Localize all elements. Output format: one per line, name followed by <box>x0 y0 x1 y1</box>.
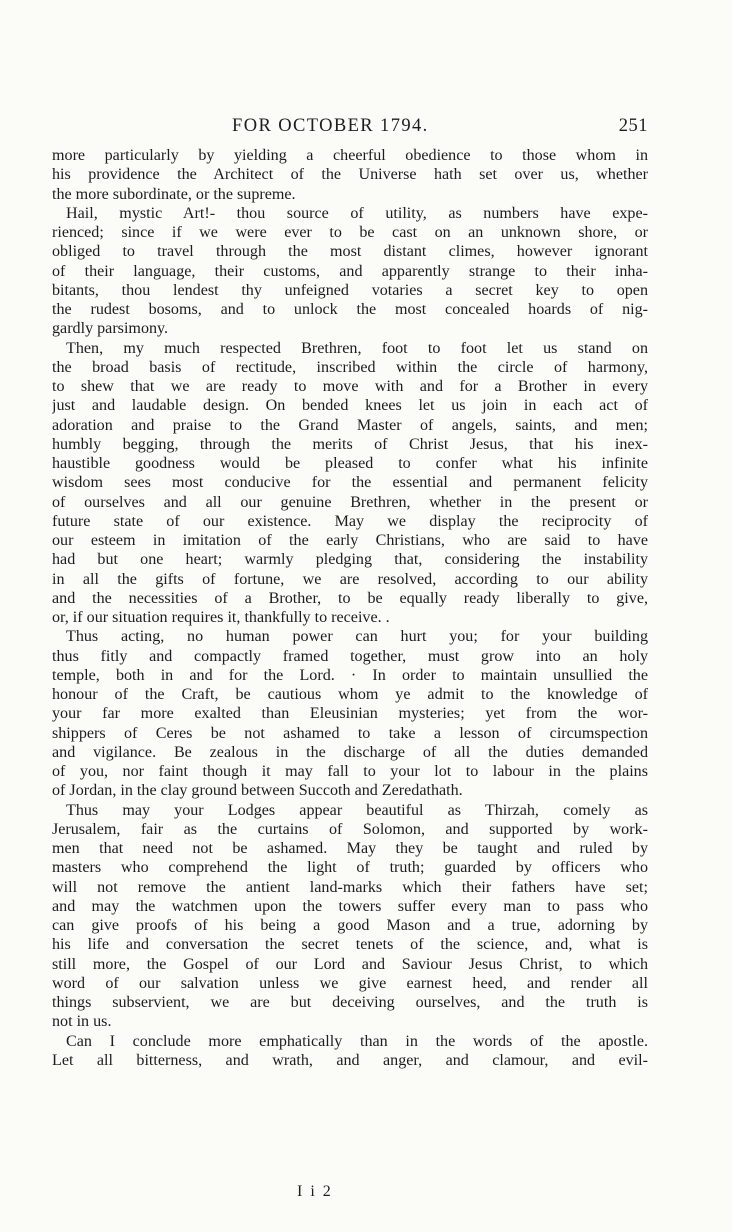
text-line: gardly parsimony. <box>52 320 169 338</box>
text-line: of Jordan, in the clay ground between Succoth and Zeredathath. <box>52 782 463 800</box>
text-line: humbly begging, through the merits of Christ Jesus, that his inex- <box>52 435 648 453</box>
text-line: had but one heart; warmly pledging that, considering the instability <box>52 551 648 569</box>
text-line: not in us. <box>52 1013 112 1031</box>
text-line: wisdom sees most conducive for the essential and permanent felicity <box>52 474 648 492</box>
paragraph-start-line: Then, my much respected Brethren, foot to foot let us stand on <box>66 339 648 357</box>
text-line: of you, nor faint though it may fall to your lot to labour in the plains <box>52 763 648 780</box>
text-line: the rudest bosoms, and to unlock the most concealed hoards of nig- <box>52 301 648 318</box>
text-line: still more, the Gospel of our Lord and Saviour Jesus Christ, to which <box>52 955 648 973</box>
text-line: thus fitly and compactly framed together, must grow into an holy <box>52 647 648 665</box>
text-line: Jerusalem, fair as the curtains of Solomon, and supported by work- <box>52 820 648 838</box>
text-line: in all the gifts of fortune, we are resolved, according to our ability <box>52 570 648 588</box>
text-line: obliged to travel through the most distant climes, however ignorant <box>52 243 648 261</box>
running-title: FOR OCTOBER 1794. <box>232 116 429 136</box>
text-line: temple, both in and for the Lord. · In order to maintain unsullied the <box>52 666 648 684</box>
text-line: shippers of Ceres be not ashamed to take a lesson of circumspection <box>52 724 648 742</box>
page-number: 251 <box>618 116 648 136</box>
text-line: Let all bitterness, and wrath, and anger, and clamour, and evil- <box>52 1051 648 1069</box>
text-line: can give proofs of his being a good Mason and a true, adorning by <box>52 917 648 934</box>
text-line: the broad basis of rectitude, inscribed within the circle of harmony, <box>52 358 648 376</box>
text-line: his life and conversation the secret tenets of the science, and, what is <box>52 936 648 954</box>
running-head <box>52 116 648 138</box>
paragraph-start-line: Thus acting, no human power can hurt you; for your building <box>66 628 648 646</box>
body-text <box>52 146 648 1070</box>
paragraph-start-line: Can I conclude more emphatically than in the words of the apostle. <box>66 1032 648 1050</box>
text-line: word of our salvation unless we give earnest heed, and render all <box>52 974 648 992</box>
text-line: adoration and praise to the Grand Master of angels, saints, and men; <box>52 416 648 434</box>
text-line: future state of our existence. May we display the reciprocity of <box>52 512 648 530</box>
text-line: men that need not be ashamed. May they be taught and ruled by <box>52 840 648 857</box>
text-line: masters who comprehend the light of truth; guarded by officers who <box>52 859 648 877</box>
text-line: bitants, thou lendest thy unfeigned votaries a secret key to open <box>52 281 648 299</box>
text-line: rienced; since if we were ever to be cast on an unknown shore, or <box>52 224 648 241</box>
text-line: or, if our situation requires it, thankfully to receive. . <box>52 609 390 626</box>
text-line: and may the watchmen upon the towers suffer every man to pass who <box>52 897 648 915</box>
text-line: things subservient, we are but deceiving ourselves, and the truth is <box>52 994 648 1011</box>
signature-mark: I i 2 <box>297 1183 333 1200</box>
text-line: your far more exalted than Eleusinian mysteries; yet from the wor- <box>52 705 648 723</box>
text-line: of their language, their customs, and apparently strange to their inha- <box>52 262 648 280</box>
text-line: to shew that we are ready to move with and for a Brother in every <box>52 378 648 395</box>
text-line: of ourselves and all our genuine Brethren, whether in the present or <box>52 493 648 511</box>
text-line: the more subordinate, or the supreme. <box>52 185 296 203</box>
text-line: his providence the Architect of the Universe hath set over us, whether <box>52 166 648 184</box>
text-line: honour of the Craft, be cautious whom ye admit to the knowledge of <box>52 686 648 703</box>
text-line: our esteem in imitation of the early Christians, who are said to have <box>52 532 648 549</box>
paragraph-start-line: Hail, mystic Art!- thou source of utility, as numbers have expe- <box>66 204 648 222</box>
paragraph-start-line: Thus may your Lodges appear beautiful as Thirzah, comely as <box>66 801 648 819</box>
text-line: more particularly by yielding a cheerful obedience to those whom in <box>52 147 648 164</box>
text-line: just and laudable design. On bended knees let us join in each act of <box>52 397 648 415</box>
text-line: and vigilance. Be zealous in the discharge of all the duties demanded <box>52 743 648 761</box>
text-line: will not remove the antient land-marks which their fathers have set; <box>52 878 648 896</box>
text-line: and the necessities of a Brother, to be equally ready liberally to give, <box>52 589 648 607</box>
text-line: haustible goodness would be pleased to confer what his infinite <box>52 455 648 472</box>
